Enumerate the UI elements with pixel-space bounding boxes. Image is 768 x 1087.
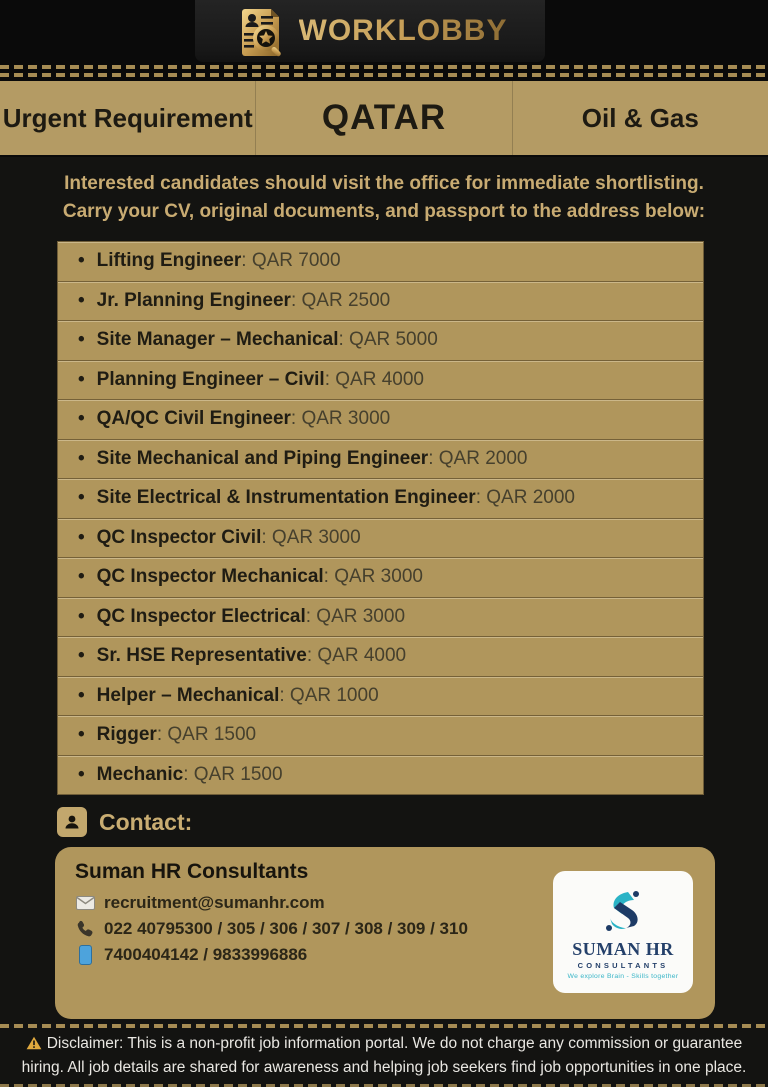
bullet-icon: • — [78, 605, 85, 627]
bullet-icon: • — [78, 763, 85, 785]
job-salary: : QAR 2000 — [428, 447, 528, 469]
job-title: Lifting Engineer — [96, 250, 242, 272]
suman-hr-logo-name: SUMAN HR — [572, 939, 674, 959]
job-salary: : QAR 5000 — [338, 329, 438, 351]
footer-separator — [0, 1024, 768, 1028]
job-row — [58, 242, 703, 281]
mobile-phone-icon — [75, 945, 95, 965]
banner-country: QATAR — [255, 81, 511, 155]
mobile-value: 7400404142 / 9833996886 — [104, 945, 308, 964]
bullet-icon: • — [78, 408, 85, 430]
brand-name: WORKLOBBY — [298, 14, 508, 47]
bullet-icon: • — [78, 724, 85, 746]
job-row — [58, 636, 703, 676]
bullet-icon: • — [78, 289, 85, 311]
bullet-icon: • — [78, 368, 85, 390]
job-row — [58, 360, 703, 400]
job-salary: : QAR 4000 — [306, 645, 407, 667]
job-title: Planning Engineer – Civil — [96, 368, 325, 390]
disclaimer-body: Disclaimer: This is a non-profit job information portal. We do not charge any commission or guarantee hiring. All job details are shared for awareness and helping job seekers find job opportunities in one place. — [21, 1035, 747, 1076]
job-salary: : QAR 7000 — [241, 250, 341, 272]
job-row — [58, 676, 703, 716]
job-row — [58, 478, 703, 518]
job-title: Helper – Mechanical — [96, 684, 280, 706]
intro-line-1: Interested candidates should visit the office for immediate shortlisting. — [64, 173, 704, 194]
job-salary: : QAR 2000 — [475, 487, 575, 509]
bullet-icon: • — [78, 250, 85, 272]
job-row — [58, 597, 703, 637]
job-title: Site Mechanical and Piping Engineer — [96, 447, 429, 469]
job-row — [58, 399, 703, 439]
job-salary: : QAR 3000 — [305, 605, 406, 627]
header — [0, 0, 768, 62]
contact-card — [55, 847, 715, 1019]
brand-panel — [195, 0, 545, 62]
job-row — [58, 439, 703, 479]
company-name: Suman HR Consultants — [75, 860, 309, 883]
suman-hr-logo-subname: CONSULTANTS — [577, 961, 669, 970]
banner-industry: Oil & Gas — [512, 81, 768, 155]
job-salary: : QAR 3000 — [261, 526, 361, 548]
bullet-icon: • — [78, 684, 85, 706]
suman-hr-logo-tagline: We explore Brain - Skills together — [567, 973, 679, 980]
banner-urgent-requirement: Urgent Requirement — [2, 103, 253, 133]
job-row — [58, 320, 703, 360]
bullet-icon: • — [78, 447, 85, 469]
job-row — [58, 715, 703, 755]
job-salary: : QAR 3000 — [323, 566, 423, 588]
job-title: Site Manager – Mechanical — [96, 329, 339, 351]
job-row — [58, 557, 703, 597]
banner — [0, 79, 768, 157]
job-row — [58, 755, 703, 795]
job-salary: : QAR 3000 — [290, 408, 391, 430]
footer — [0, 1024, 768, 1087]
job-salary: : QAR 2500 — [290, 289, 391, 311]
intro-text — [0, 157, 768, 238]
bullet-icon: • — [78, 566, 85, 588]
job-salary: : QAR 1000 — [279, 684, 379, 706]
job-title: Site Electrical & Instrumentation Engineer — [96, 487, 476, 509]
bullet-icon: • — [78, 526, 85, 548]
job-title: Mechanic — [96, 763, 184, 785]
bullet-icon: • — [78, 645, 85, 667]
disclaimer-text — [0, 1033, 768, 1084]
job-salary: : QAR 1500 — [183, 763, 283, 785]
job-list — [57, 241, 704, 795]
contact-heading-label: Contact: — [99, 808, 193, 835]
job-title: QC Inspector Electrical — [96, 605, 306, 627]
job-title: QC Inspector Mechanical — [96, 566, 324, 588]
email-value: recruitment@sumanhr.com — [104, 893, 325, 912]
job-salary: : QAR 1500 — [156, 724, 257, 746]
worklobby-resume-search-icon — [233, 5, 289, 61]
job-title: QC Inspector Civil — [96, 526, 262, 548]
bullet-icon: • — [78, 329, 85, 351]
envelope-icon — [75, 896, 95, 910]
intro-line-2: Carry your CV, original documents, and passport to the address below: — [62, 201, 706, 222]
bullet-icon: • — [78, 487, 85, 509]
job-title: Rigger — [96, 724, 157, 746]
warning-icon — [26, 1035, 42, 1057]
job-row — [58, 518, 703, 558]
job-salary: : QAR 4000 — [324, 368, 424, 390]
phone-value: 022 40795300 / 305 / 306 / 307 / 308 / 309 / 310 — [104, 919, 468, 938]
contact-heading — [57, 805, 768, 839]
phone-icon — [75, 920, 95, 938]
job-row — [58, 281, 703, 321]
person-icon — [57, 807, 87, 837]
suman-hr-logo-mark — [598, 886, 648, 936]
header-separator — [0, 62, 768, 79]
suman-hr-logo-card — [553, 871, 693, 993]
job-title: Jr. Planning Engineer — [96, 289, 291, 311]
job-title: QA/QC Civil Engineer — [96, 408, 291, 430]
job-title: Sr. HSE Representative — [96, 645, 307, 667]
